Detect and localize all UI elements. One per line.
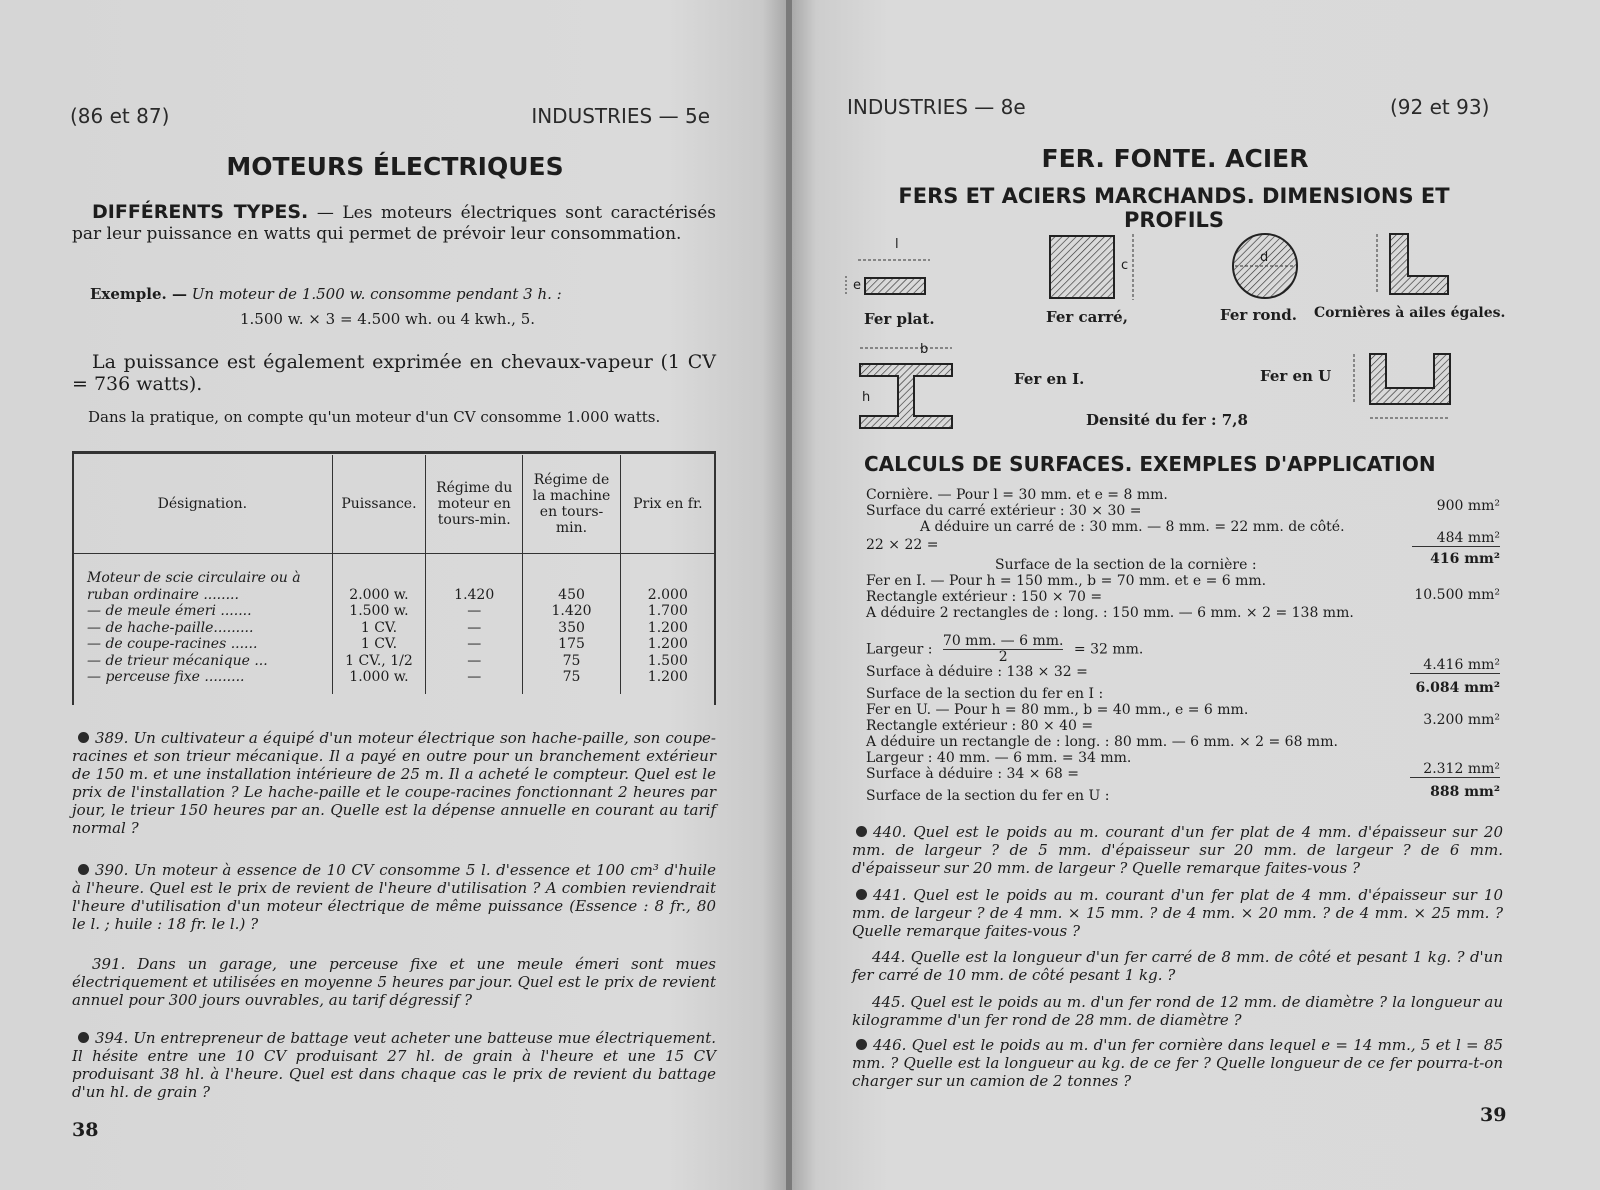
fig-letter-h: h <box>862 390 871 405</box>
table-cell: — de coupe-racines ...... <box>87 636 258 652</box>
calc-line: Fer en I. — Pour h = 150 mm., b = 70 mm. et e = 6 mm. <box>866 573 1267 589</box>
largeur-result: = 32 mm. <box>1073 641 1144 658</box>
calc-value: 3.200 mm² <box>1423 712 1500 728</box>
calc-line: A déduire 2 rectangles de : long. : 150 mm. — 6 mm. × 2 = 138 mm. <box>866 605 1354 621</box>
right-page-number: 39 <box>1480 1104 1507 1126</box>
cv-paragraph: La puissance est également exprimée en chevaux-vapeur (1 CV = 736 watts). <box>72 351 716 395</box>
exercise-445: 445. Quel est le poids au m. d'un fer rond de 12 mm. de diamètre ? la longueur au kilogramme d'un fer rond de 28 mm. de diamètre ? <box>852 993 1503 1029</box>
th-regime-machine: Régime de la machine en tours-min. <box>523 455 620 554</box>
calc-line: Fer en U. — Pour h = 80 mm., b = 40 mm., e = 6 mm. <box>866 702 1249 718</box>
calc-line: Surface de la section du fer en I : <box>866 686 1104 702</box>
table-cell: — <box>467 652 482 669</box>
left-header-ref: (86 et 87) <box>70 104 170 128</box>
calc-value: 10.500 mm² <box>1414 587 1500 603</box>
table-cell: — <box>467 669 482 685</box>
fraction-numerator: 70 mm. — 6 mm. <box>942 633 1064 649</box>
right-header-section: INDUSTRIES — 8e <box>847 95 1026 119</box>
table-cell: 1.200 <box>647 636 688 652</box>
left-page-number: 38 <box>72 1119 99 1141</box>
calc-line: Surface du carré extérieur : 30 × 30 = <box>866 503 1142 519</box>
calc-line: A déduire un carré de : 30 mm. — 8 mm. = 22 mm. de côté. <box>920 519 1345 535</box>
types-text: — Les moteurs électriques sont caractérisés par leur puissance en watts qui permet de prévoir leur consommation. <box>72 203 717 244</box>
label-fer-plat: Fer plat. <box>864 310 935 328</box>
left-header-section: INDUSTRIES — 5e <box>531 104 710 128</box>
table-cell: 75 <box>562 669 581 685</box>
example-calc: 1.500 w. × 3 = 4.500 wh. ou 4 kwh., 5. <box>240 310 536 328</box>
th-prix: Prix en fr. <box>620 455 715 554</box>
fer-u-icon <box>1354 354 1450 418</box>
right-page-subtitle: FERS ET ACIERS MARCHANDS. DIMENSIONS ET PROFILS <box>898 184 1450 232</box>
bullet-icon <box>78 864 89 875</box>
col-designation <box>73 554 332 694</box>
calc-value: 2.312 mm² <box>1410 761 1500 778</box>
practice-note: Dans la pratique, on compte qu'un moteur d'un CV consomme 1.000 watts. <box>88 408 661 426</box>
table-cell: — <box>467 603 482 619</box>
example-text: Un moteur de 1.500 w. consomme pendant 3 h. : <box>186 285 562 303</box>
th-designation: Désignation. <box>73 455 332 554</box>
calc-value: 416 mm² <box>1430 551 1500 567</box>
bullet-icon <box>78 1032 89 1043</box>
label-fer-carre: Fer carré, <box>1046 308 1128 326</box>
exercise-391: 391. Dans un garage, une perceuse fixe et une meule émeri sont mues électriquement et utilisées en moyenne 5 heures par jour. Quel est le prix de revient annuel pour 300 jours ouvrables, au tarif dégressif ? <box>72 955 716 1009</box>
table-cell: 1 CV. <box>360 619 398 636</box>
label-fer-u: Fer en U <box>1260 367 1332 385</box>
col-prix <box>620 554 715 694</box>
table-cell: 2.000 <box>647 586 688 603</box>
table-cell: 175 <box>558 636 585 652</box>
exercise-444: 444. Quelle est la longueur d'un fer carré de 8 mm. de côté et pesant 1 kg. ? d'un fer carré de 10 mm. de côté pesant 1 kg. ? <box>852 948 1503 984</box>
table-cell: 1.420 <box>551 603 592 619</box>
table-cell: — perceuse fixe ......... <box>87 669 245 685</box>
exercise-441-text: 441. Quel est le poids au m. courant d'un fer plat de 4 mm. d'épaisseur sur 10 mm. de largeur ? de 4 mm. × 15 mm. ? de 4 mm. × 20 mm. ? de 4 mm. × 25 mm. ? Quelle remarque faites-vous ? <box>852 886 1503 940</box>
table-cell: 1.500 <box>647 652 688 669</box>
exercise-390-text: 390. Un moteur à essence de 10 CV consomme 5 l. d'essence et 100 cm³ d'huile à l'heure. Quel est le prix de revient de l'heure d'utilisation ? A combien reviendrait l'heure d'utilisation d'un moteur électrique de même puissance (Essence : 8 fr., 80 le l. ; huile : 18 fr. le l.) ? <box>72 861 716 933</box>
calc-line: Surface à déduire : 138 × 32 = <box>866 664 1088 680</box>
table-cell: 1 CV., 1/2 <box>345 652 413 669</box>
table-cell: — de meule émeri ....... <box>87 603 252 619</box>
exercise-446 <box>852 1036 1503 1090</box>
calc-value: 484 mm² <box>1412 530 1500 547</box>
col-puissance <box>332 554 425 694</box>
fraction <box>943 634 1064 665</box>
calc-line: Surface à déduire : 34 × 68 = <box>866 766 1079 782</box>
exercise-440-text: 440. Quel est le poids au m. courant d'un fer plat de 4 mm. d'épaisseur sur 20 mm. de largeur ? de 5 mm. d'épaisseur sur 20 mm. de largeur ? de 6 mm. d'épaisseur sur 20 mm. de largeur ? Quelle remarque faites-vous ? <box>852 823 1503 877</box>
exercise-394 <box>72 1029 716 1101</box>
fig-letter-c: c <box>1121 258 1129 273</box>
calc-line: Surface de la section de la cornière : <box>995 557 1257 573</box>
table-cell: 1 CV. <box>360 636 398 652</box>
th-puissance: Puissance. <box>332 455 425 554</box>
calc-line <box>866 634 1502 665</box>
bullet-icon <box>856 1039 867 1050</box>
exercise-390 <box>72 861 716 933</box>
col-regime-moteur <box>426 554 523 694</box>
densite-label: Densité du fer : 7,8 <box>1086 411 1248 429</box>
fig-letter-e: e <box>853 278 861 293</box>
fraction-denominator: 2 <box>998 649 1008 665</box>
table-cell: — <box>467 636 482 652</box>
motor-table <box>73 455 715 694</box>
types-paragraph <box>72 202 716 245</box>
table-cell: 1.200 <box>647 669 688 685</box>
table-cell: 1.500 w. <box>349 603 409 619</box>
calc-line: Surface de la section du fer en U : <box>866 788 1110 804</box>
exercise-441 <box>852 886 1503 940</box>
exercise-446-text: 446. Quel est le poids au m. d'un fer cornière dans lequel e = 14 mm., 5 et l = 85 mm. ? Quelle est la longueur au kg. de ce fer ? Quelle longueur de ce fer pourra-t-on charger sur un camion de 2 tonnes ? <box>852 1036 1503 1090</box>
largeur-label: Largeur : <box>866 641 933 658</box>
table-cell: 75 <box>562 652 581 669</box>
types-heading: DIFFÉRENTS TYPES. <box>92 201 309 223</box>
exercise-389 <box>72 729 716 837</box>
label-fer-rond: Fer rond. <box>1220 306 1298 324</box>
example-label: Exemple. — <box>90 285 187 303</box>
left-page-title: MOTEURS ÉLECTRIQUES <box>226 152 564 181</box>
table-cell: — <box>467 619 482 636</box>
table-cell: 1.700 <box>647 603 688 619</box>
table-cell: Moteur de scie circulaire ou à ruban ordinaire ........ <box>87 570 301 603</box>
calc-title: CALCULS DE SURFACES. EXEMPLES D'APPLICATION <box>864 452 1436 476</box>
calc-line: A déduire un rectangle de : long. : 80 mm. — 6 mm. × 2 = 68 mm. <box>866 734 1338 750</box>
calc-value: 4.416 mm² <box>1410 657 1500 674</box>
bullet-icon <box>856 826 867 837</box>
col-regime-machine <box>523 554 620 694</box>
table-cell: 2.000 w. <box>349 586 409 603</box>
right-header-ref: (92 et 93) <box>1390 95 1490 119</box>
table-cell: 1.000 w. <box>349 669 409 685</box>
corniere-icon <box>1377 234 1448 294</box>
exercise-440 <box>852 823 1503 877</box>
fig-letter-d: d <box>1260 250 1269 265</box>
fer-rond-icon <box>1233 234 1297 298</box>
example-line <box>90 285 562 304</box>
bullet-icon <box>856 889 867 900</box>
table-cell: — de hache-paille......... <box>87 619 254 636</box>
table-cell: 1.420 <box>454 586 495 603</box>
calc-line: Rectangle extérieur : 80 × 40 = <box>866 718 1094 734</box>
calc-line: 22 × 22 = <box>866 537 939 553</box>
calc-value: 888 mm² <box>1430 784 1500 800</box>
bullet-icon <box>78 732 89 743</box>
exercise-394-text: 394. Un entrepreneur de battage veut acheter une batteuse mue électriquement. Il hésite entre une 10 CV produisant 27 hl. de grain à l'heure et une 15 CV produisant 38 hl. à l'heure. Quel est dans chaque cas le prix de revient du battage d'un hl. de grain ? <box>72 1029 716 1101</box>
table-cell: 450 <box>558 586 585 603</box>
table-cell: 350 <box>558 619 585 636</box>
calc-value: 900 mm² <box>1436 498 1500 514</box>
label-corniere: Cornières à ailes égales. <box>1314 305 1506 321</box>
right-page-title: FER. FONTE. ACIER <box>1041 144 1309 173</box>
calc-line: Cornière. — Pour l = 30 mm. et e = 8 mm. <box>866 487 1168 503</box>
exercise-389-text: 389. Un cultivateur a équipé d'un moteur électrique son hache-paille, son coupe-racines et son trieur mécanique. Il a payé en outre pour un branchement extérieur de 150 m. et une installation intérieure de 25 m. Il a acheté le compteur. Quel est le prix de l'installation ? Le hache-paille et le coupe-racines fonctionnant 2 heures par jour, le trieur 150 heures par an. Quelle est la dépense annuelle en courant au tarif normal ? <box>72 729 716 837</box>
calc-value: 6.084 mm² <box>1415 680 1500 696</box>
fig-letter-l: l <box>895 237 899 252</box>
table-cell: — de trieur mécanique ... <box>87 652 268 669</box>
fig-letter-b: b <box>920 342 929 357</box>
calc-line: Largeur : 40 mm. — 6 mm. = 34 mm. <box>866 750 1132 766</box>
table-cell: 1.200 <box>647 619 688 636</box>
calc-line: Rectangle extérieur : 150 × 70 = <box>866 589 1103 605</box>
fer-i-icon <box>840 348 952 434</box>
left-page <box>0 0 786 1190</box>
label-fer-i: Fer en I. <box>1014 370 1085 388</box>
th-regime-moteur: Régime du moteur en tours-min. <box>426 455 523 554</box>
